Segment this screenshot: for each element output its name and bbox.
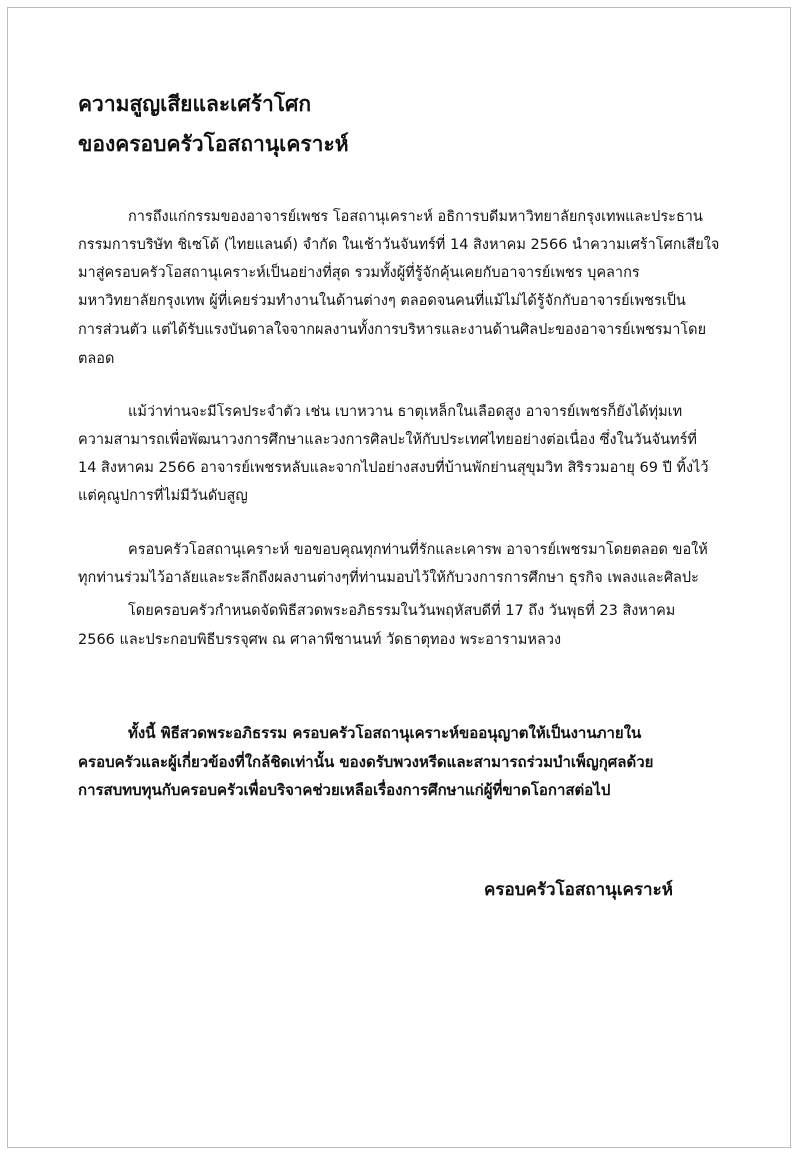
paragraph-1-line: กรรมการบริษัท ชิเซโด้ (ไทยแลนด์) จำกัด ในเช้าวันจันทร์ที่ 14 สิงหาคม 2566 นำความเศร้าโศกเสียใจ (78, 237, 720, 253)
paragraph-2-line: แม้ว่าท่านจะมีโรคประจำตัว เช่น เบาหวาน ธาตุเหล็กในเลือดสูง อาจารย์เพชรก็ยังได้ทุ่มเท (128, 404, 683, 420)
notice-line: ครอบครัวและผู้เกี่ยวข้องที่ใกล้ชิดเท่านั้น ของดรับพวงหรีดและสามารถร่วมบำเพ็ญกุศลด้วย (78, 753, 654, 771)
title-line-1: ความสูญเสียและเศร้าโศก (78, 92, 312, 116)
paragraph-1-line: ตลอด (78, 351, 115, 367)
paragraph-1-line: การส่วนตัว แต่ได้รับแรงบันดาลใจจากผลงานทั้งการบริหารและงานด้านศิลปะของอาจารย์เพชรมาโดย (78, 322, 707, 338)
paragraph-3-line: ครอบครัวโอสถานุเคราะห์ ขอขอบคุณทุกท่านที่รักและเคารพ อาจารย์เพชรมาโดยตลอด ขอให้ (128, 542, 708, 558)
signature: ครอบครัวโอสถานุเคราะห์ (484, 880, 673, 900)
paragraph-1-line: มหาวิทยาลัยกรุงเทพ ผู้ที่เคยร่วมทำงานในด้านต่างๆ ตลอดจนคนที่แม้ไม่ได้รู้จักกับอาจารย์เพชรเป็น (78, 293, 686, 309)
paragraph-3-line: ทุกท่านร่วมไว้อาลัยและระลึกถึงผลงานต่างๆที่ท่านมอบไว้ให้กับวงการการศึกษา ธุรกิจ เพลงและศิลปะ (78, 570, 699, 586)
notice-line: ทั้งนี้ พิธีสวดพระอภิธรรม ครอบครัวโอสถานุเคราะห์ขออนุญาตให้เป็นงานภายใน (128, 724, 642, 742)
title-line-2: ของครอบครัวโอสถานุเคราะห์ (78, 132, 349, 156)
paragraph-2-line: 14 สิงหาคม 2566 อาจารย์เพชรหลับและจากไปอย่างสงบที่บ้านพักย่านสุขุมวิท สิริรวมอายุ 69 ปี ทิ้งไว้ (78, 460, 709, 476)
paragraph-1-line: มาสู่ครอบครัวโอสถานุเคราะห์เป็นอย่างที่สุด รวมทั้งผู้ที่รู้จักคุ้นเคยกับอาจารย์เพชร บุคลากร (78, 265, 640, 281)
paragraph-4-line: 2566 และประกอบพิธีบรรจุศพ ณ ศาลาพีชานนท์ วัดธาตุทอง พระอารามหลวง (78, 632, 562, 648)
notice-line: การสบทบทุนกับครอบครัวเพื่อบริจาคช่วยเหลือเรื่องการศึกษาแก่ผู้ที่ขาดโอกาสต่อไป (78, 781, 611, 799)
paragraph-1-line: การถึงแก่กรรมของอาจารย์เพชร โอสถานุเคราะห์ อธิการบดีมหาวิทยาลัยกรุงเทพและประธาน (128, 209, 703, 225)
paragraph-2-line: ความสามารถเพื่อพัฒนาวงการศึกษาและวงการศิลปะให้กับประเทศไทยอย่างต่อเนื่อง ซึ่งในวันจันทร์ที่ (78, 432, 697, 448)
paragraph-4-line: โดยครอบครัวกำหนดจัดพิธีสวดพระอภิธรรมในวันพฤหัสบดีที่ 17 ถึง วันพุธที่ 23 สิงหาคม (128, 603, 676, 619)
paragraph-2-line: แต่คุณูปการที่ไม่มีวันดับสูญ (78, 488, 248, 504)
